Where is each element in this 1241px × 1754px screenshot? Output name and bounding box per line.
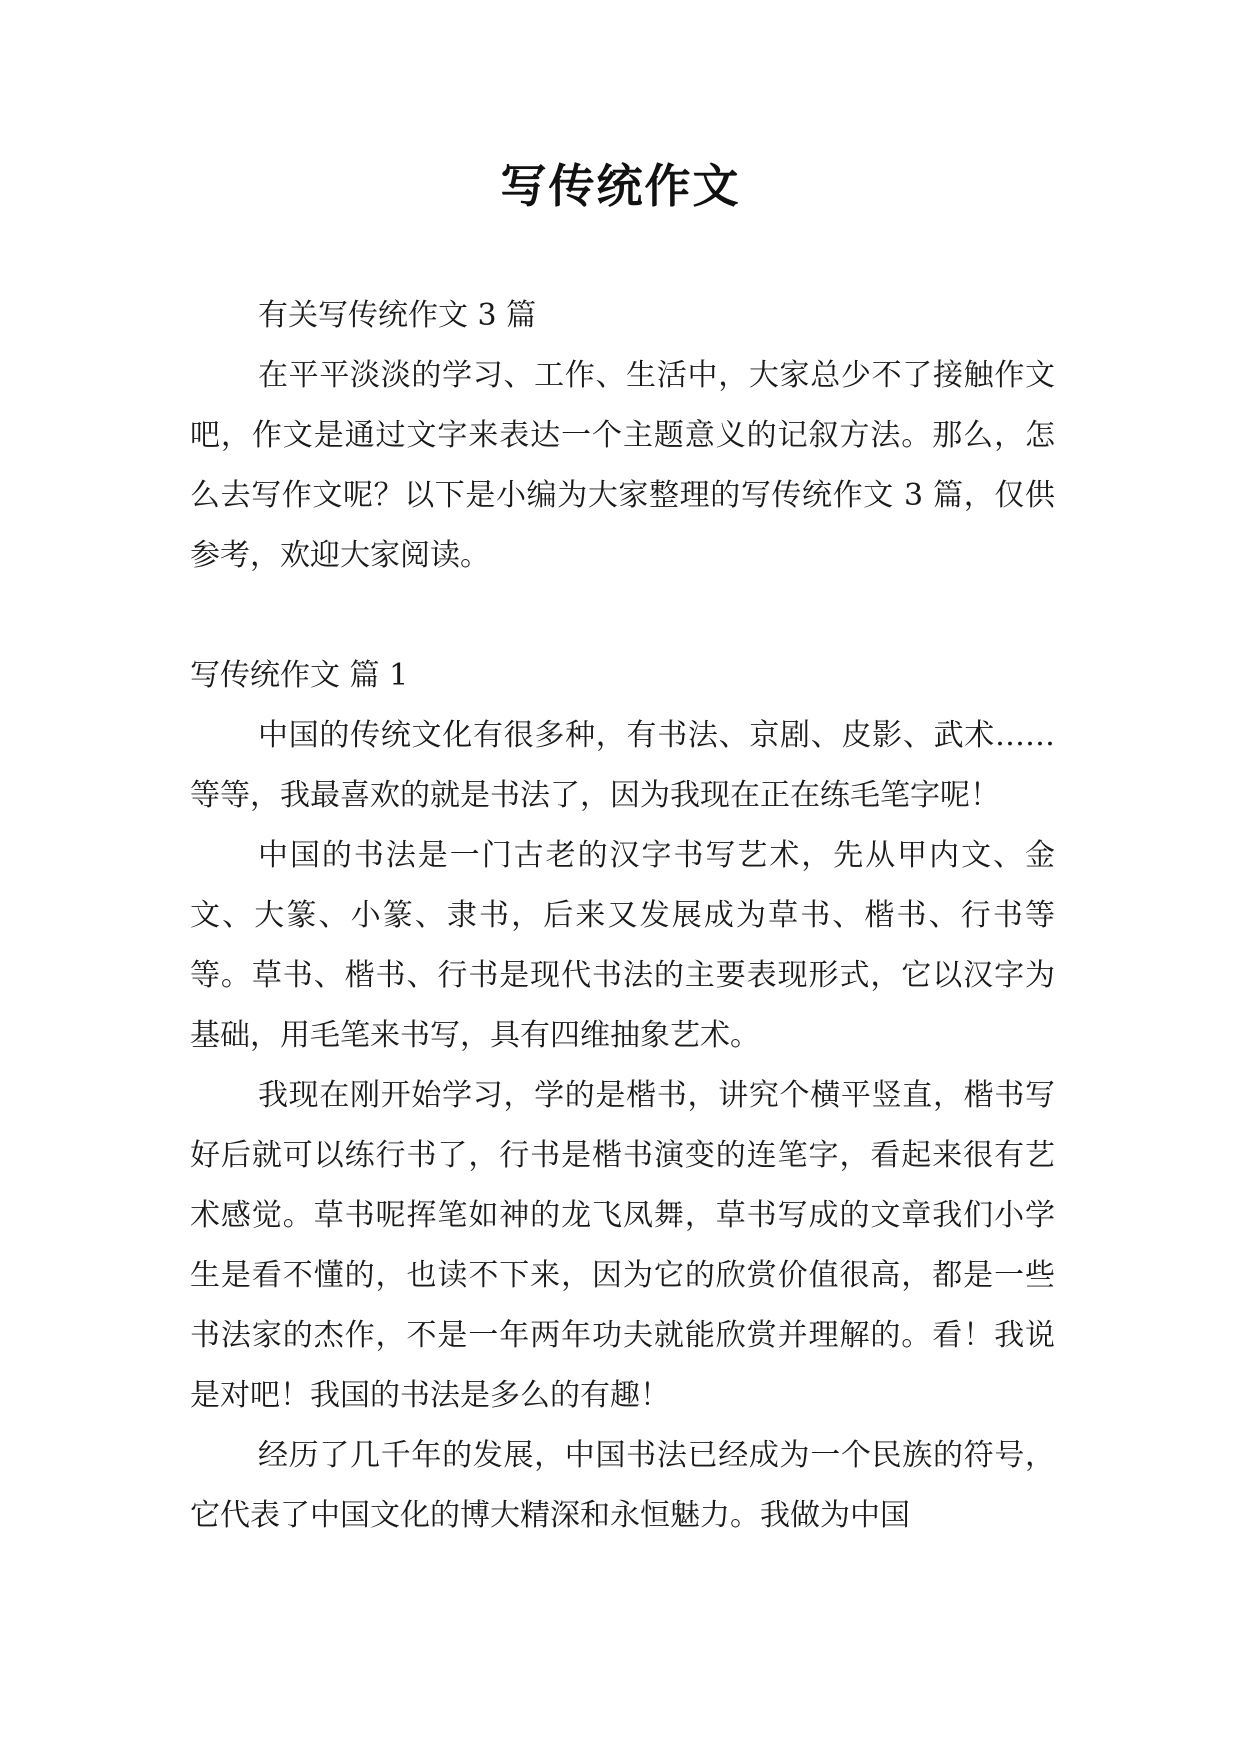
document-title: 写传统作文 bbox=[500, 159, 741, 213]
section-1-paragraph: 经历了几千年的发展，中国书法已经成为一个民族的符号，它代表了中国文化的博大精深和永恒魅力。我做为中国 bbox=[190, 1438, 1055, 1533]
section-1-heading: 写传统作文 篇 1 bbox=[190, 658, 409, 693]
document-body bbox=[190, 286, 1055, 1546]
section-1-paragraph: 中国的书法是一门古老的汉字书写艺术，先从甲内文、金文、大篆、小篆、隶书，后来又发展成为草书、楷书、行书等等。草书、楷书、行书是现代书法的主要表现形式，它以汉字为基础，用毛笔来书写，具有四维抽象艺术。 bbox=[190, 838, 1055, 1053]
section-1-paragraph: 我现在刚开始学习，学的是楷书，讲究个横平竖直，楷书写好后就可以练行书了，行书是楷书演变的连笔字，看起来很有艺术感觉。草书呢挥笔如神的龙飞凤舞，草书写成的文章我们小学生是看不懂的，也读不下来，因为它的欣赏价值很高，都是一些书法家的杰作，不是一年两年功夫就能欣赏并理解的。看！我说是对吧！我国的书法是多么的有趣！ bbox=[190, 1078, 1055, 1413]
section-1-paragraph: 中国的传统文化有很多种，有书法、京剧、皮影、武术……等等，我最喜欢的就是书法了，因为我现在正在练毛笔字呢！ bbox=[190, 718, 1055, 813]
intro-heading: 有关写传统作文 3 篇 bbox=[258, 298, 537, 333]
intro-paragraph: 在平平淡淡的学习、工作、生活中，大家总少不了接触作文吧，作文是通过文字来表达一个主题意义的记叙方法。那么，怎么去写作文呢？以下是小编为大家整理的写传统作文 3 篇，仅供参考，欢迎大家阅读。 bbox=[190, 358, 1055, 573]
